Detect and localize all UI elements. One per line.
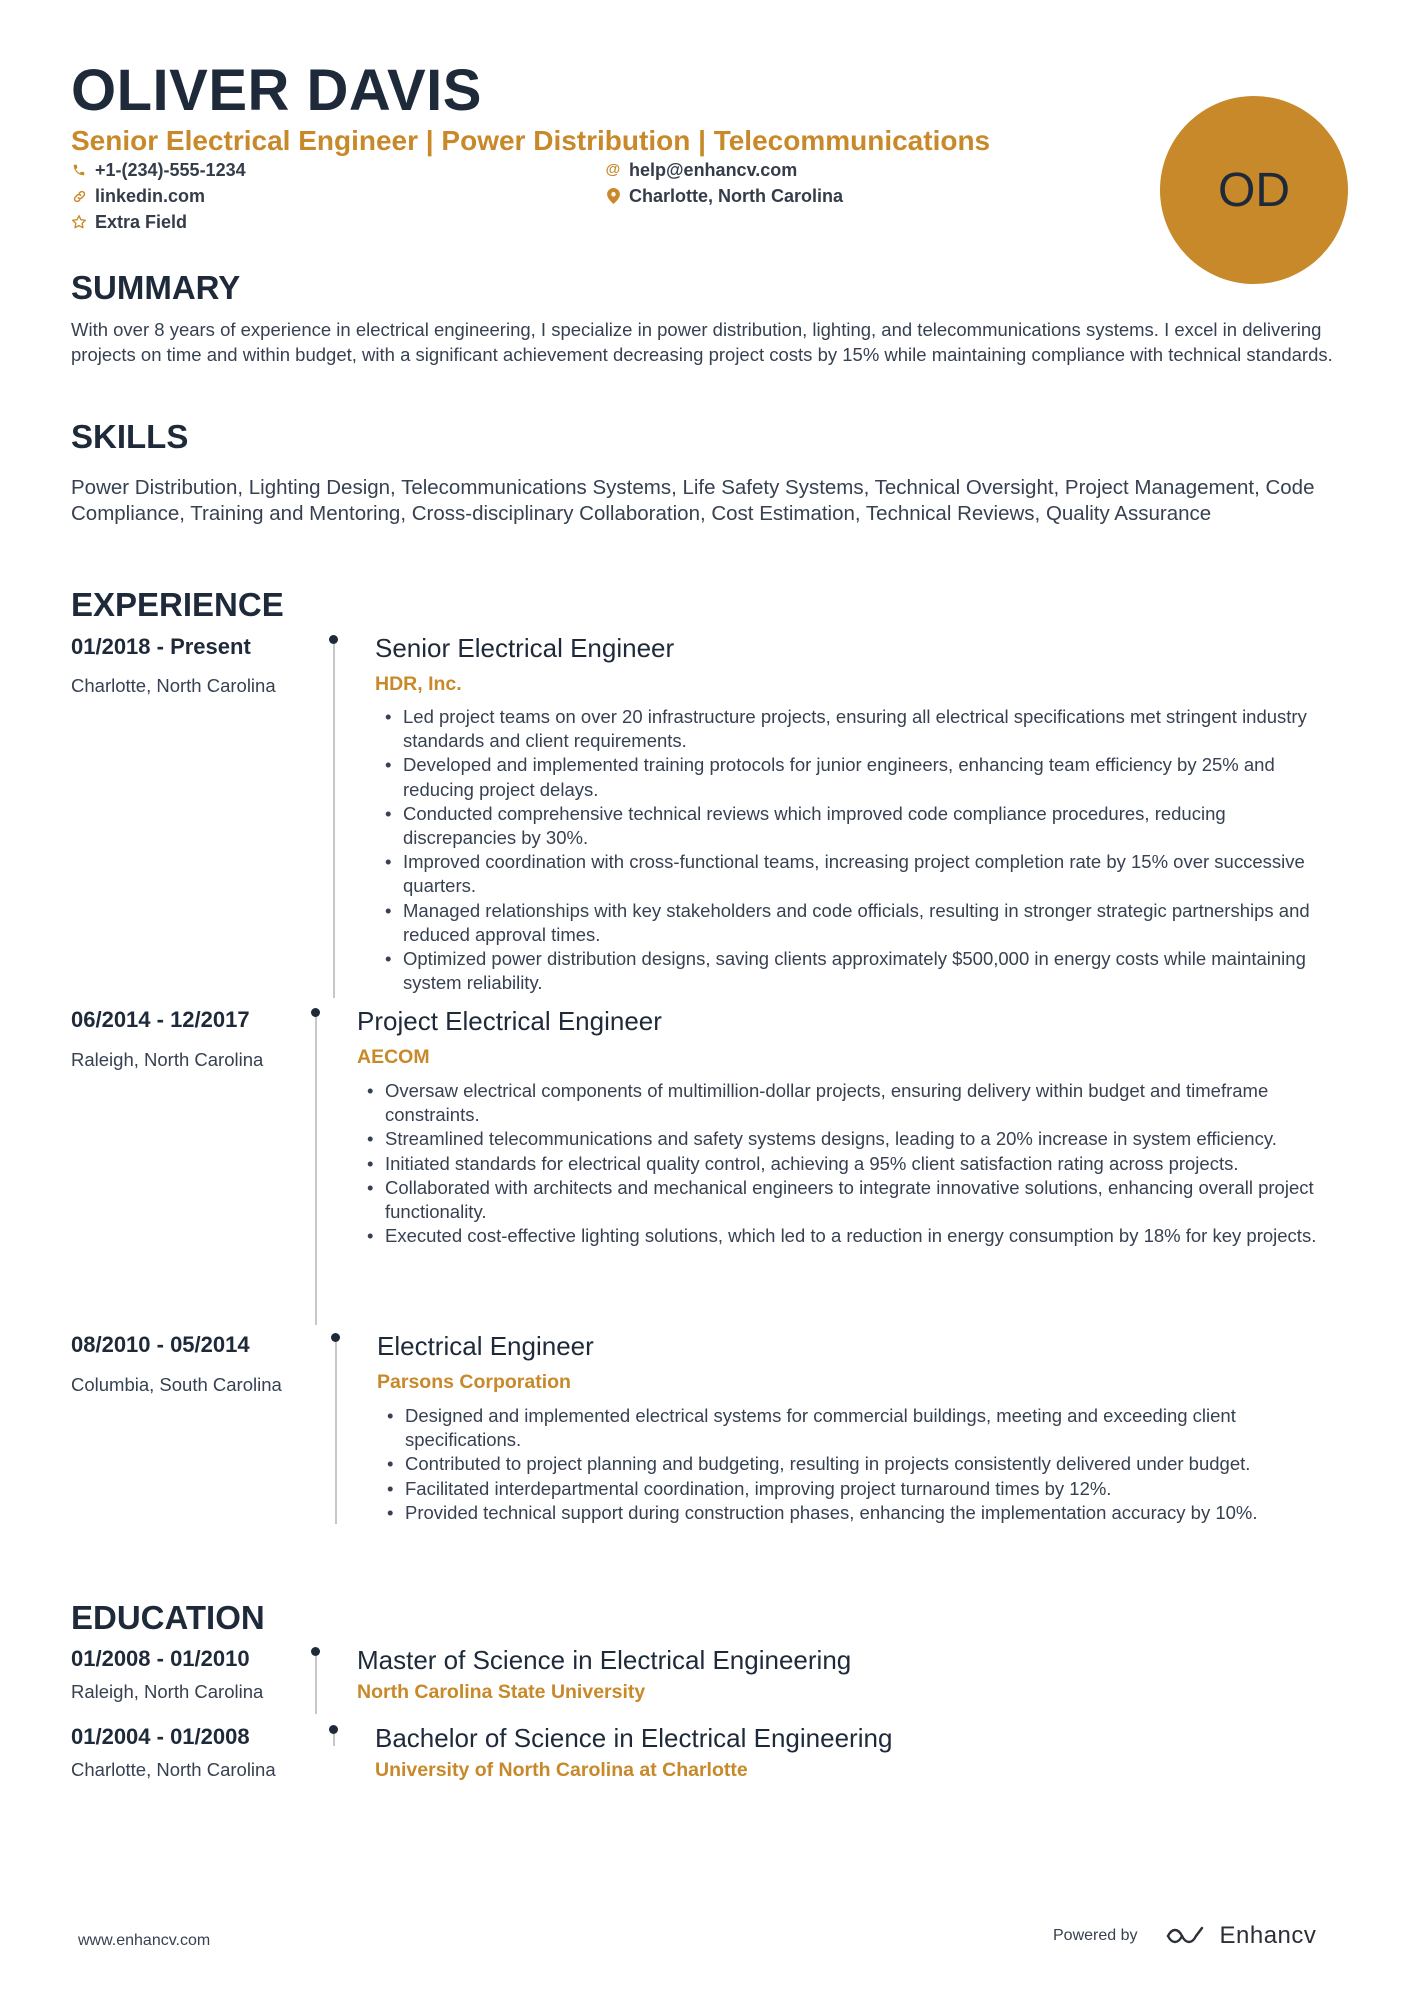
location-text: Charlotte, North Carolina: [629, 186, 844, 206]
contact-extra: [71, 210, 187, 234]
experience-bullets: [377, 705, 1322, 995]
experience-bullets: [379, 1404, 1349, 1525]
enhancv-logo: [1164, 1922, 1317, 1950]
experience-role: Project Electrical Engineer: [357, 1006, 662, 1036]
bullet-item: • Optimized power distribution designs, saving clients approximately $500,000 in energy costs while maintaining system reliability.: [377, 947, 1322, 995]
experience-heading: EXPERIENCE: [71, 586, 284, 623]
education-degree: Bachelor of Science in Electrical Engineering: [375, 1723, 893, 1753]
bullet-item: • Improved coordination with cross-functional teams, increasing project completion rate by 15% over successive quarters.: [377, 850, 1322, 898]
bullet-item: • Facilitated interdepartmental coordination, improving project turnaround times by 12%.: [379, 1477, 1349, 1501]
education-degree: Master of Science in Electrical Engineering: [357, 1645, 852, 1675]
experience-role: Electrical Engineer: [377, 1331, 594, 1361]
candidate-name: OLIVER DAVIS: [71, 58, 482, 123]
star-icon: [71, 214, 87, 230]
education-location: Charlotte, North Carolina: [71, 1759, 276, 1780]
experience-role: Senior Electrical Engineer: [375, 633, 675, 663]
powered-by-label: Powered by: [1053, 1927, 1138, 1944]
experience-location: Charlotte, North Carolina: [71, 675, 276, 696]
experience-location: Columbia, South Carolina: [71, 1374, 282, 1395]
footer-powered-by[interactable]: [1053, 1922, 1316, 1950]
contact-email[interactable]: [605, 158, 797, 182]
experience-dates: 01/2018 - Present: [71, 634, 251, 659]
bullet-item: • Developed and implemented training protocols for junior engineers, enhancing team efficiency by 25% and reducing project delays.: [377, 753, 1322, 801]
summary-text: With over 8 years of experience in electrical engineering, I specialize in power distribution, lighting, and telecommunications systems. I excel in delivering projects on time and within budget, with a significant achievement decreasing project costs by 15% while maintaining compliance with technical standards.: [71, 319, 1333, 365]
bullet-item: • Provided technical support during construction phases, enhancing the implementation accuracy by 10%.: [379, 1501, 1349, 1525]
timeline-dot: [311, 1647, 320, 1656]
education-location: Raleigh, North Carolina: [71, 1681, 264, 1702]
summary-heading: SUMMARY: [71, 269, 241, 306]
timeline-dot: [329, 635, 338, 644]
timeline-line: [315, 1656, 317, 1714]
phone-icon: [71, 162, 87, 178]
bullet-item: • Initiated standards for electrical quality control, achieving a 95% client satisfaction rating across projects.: [359, 1152, 1321, 1176]
bullet-item: • Collaborated with architects and mechanical engineers to integrate innovative solutions, enhancing overall project functionality.: [359, 1176, 1321, 1224]
bullet-item: • Conducted comprehensive technical reviews which improved code compliance procedures, reducing discrepancies by 30%.: [377, 802, 1322, 850]
experience-company: AECOM: [357, 1046, 430, 1068]
footer-website[interactable]: www.enhancv.com: [78, 1932, 211, 1949]
extra-text: Extra Field: [95, 212, 188, 232]
bullet-item: • Executed cost-effective lighting solutions, which led to a reduction in energy consumption by 18% for key projects.: [359, 1224, 1321, 1248]
timeline-line: [335, 1342, 337, 1524]
location-pin-icon: [605, 188, 621, 204]
experience-company: Parsons Corporation: [377, 1371, 571, 1393]
at-icon: @: [605, 161, 621, 178]
timeline-dot: [329, 1725, 338, 1734]
timeline-line: [315, 1017, 317, 1325]
headline: Senior Electrical Engineer | Power Distribution | Telecommunications: [71, 125, 991, 156]
bullet-item: • Streamlined telecommunications and safety systems designs, leading to a 20% increase in system efficiency.: [359, 1127, 1321, 1151]
experience-company: HDR, Inc.: [375, 673, 462, 695]
brand-name: Enhancv: [1219, 1922, 1317, 1949]
education-dates: 01/2004 - 01/2008: [71, 1724, 250, 1749]
linkedin-text: linkedin.com: [95, 186, 206, 206]
contact-phone[interactable]: [71, 158, 246, 182]
education-school: University of North Carolina at Charlotte: [375, 1759, 748, 1781]
bullet-item: • Led project teams on over 20 infrastructure projects, ensuring all electrical specifications met stringent industry standards and client requirements.: [377, 705, 1322, 753]
experience-dates: 08/2010 - 05/2014: [71, 1332, 250, 1357]
skills-text: Power Distribution, Lighting Design, Telecommunications Systems, Life Safety Systems, Technical Oversight, Project Management, Code Compliance, Training and Mentoring, Cross-disciplinary Collaboration, Cost Estimation, Technical Reviews, Quality Assurance: [71, 476, 1315, 525]
skills-heading: SKILLS: [71, 418, 189, 455]
education-heading: EDUCATION: [71, 1599, 265, 1636]
bullet-item: • Managed relationships with key stakeholders and code officials, resulting in stronger strategic partnerships and reduced approval times.: [377, 899, 1322, 947]
bullet-item: • Oversaw electrical components of multimillion-dollar projects, ensuring delivery within budget and timeframe constraints.: [359, 1079, 1321, 1127]
enhancv-logo-icon: [1164, 1924, 1210, 1948]
timeline-dot: [311, 1008, 320, 1017]
timeline-line: [333, 644, 335, 998]
experience-dates: 06/2014 - 12/2017: [71, 1007, 250, 1032]
bullet-item: • Contributed to project planning and budgeting, resulting in projects consistently delivered under budget.: [379, 1452, 1349, 1476]
timeline-line: [333, 1734, 335, 1746]
email-text: help@enhancv.com: [629, 160, 798, 180]
link-icon: [71, 188, 87, 204]
timeline-dot: [331, 1333, 340, 1342]
avatar-initials: OD: [1218, 163, 1290, 217]
contact-location: [605, 184, 843, 208]
education-dates: 01/2008 - 01/2010: [71, 1646, 250, 1671]
experience-location: Raleigh, North Carolina: [71, 1049, 264, 1070]
bullet-item: • Designed and implemented electrical systems for commercial buildings, meeting and exceeding client specifications.: [379, 1404, 1349, 1452]
experience-bullets: [359, 1079, 1321, 1248]
education-school: North Carolina State University: [357, 1681, 646, 1703]
avatar: [1160, 96, 1348, 284]
phone-text: +1-(234)-555-1234: [95, 160, 246, 180]
contact-linkedin[interactable]: [71, 184, 205, 208]
